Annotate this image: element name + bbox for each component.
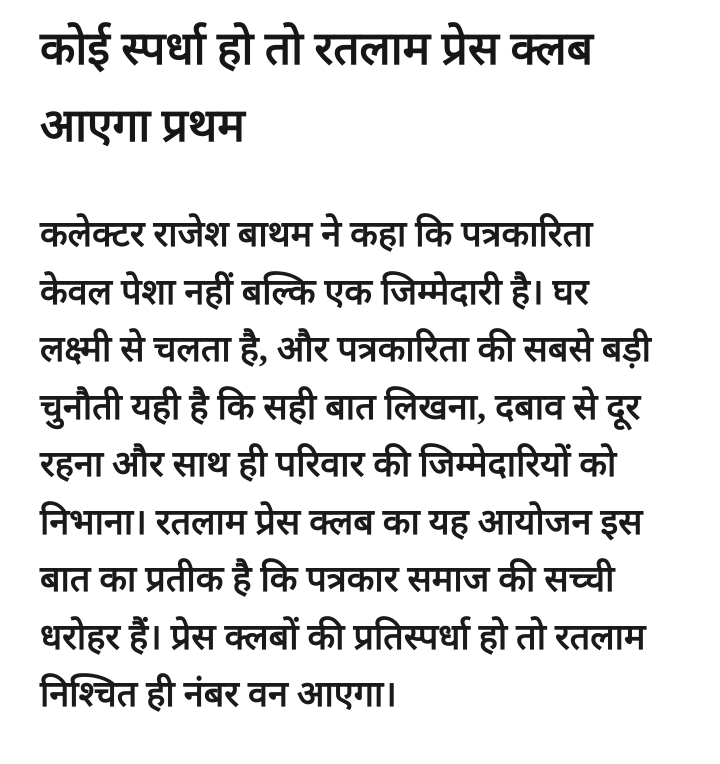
body-line-5: रहना और साथ ही परिवार की जिम्मेदारियों को (40, 444, 617, 484)
body-line-1: कलेक्टर राजेश बाथम ने कहा कि पत्रकारिता (40, 214, 593, 254)
body-line-3: लक्ष्मी से चलता है, और पत्रकारिता की सबसे बड़ी (40, 329, 651, 369)
body-line-6: निभाना। रतलाम प्रेस क्लब का यह आयोजन इस (40, 501, 643, 542)
body-line-2: केवल पेशा नहीं बल्कि एक जिम्मेदारी है। घर (40, 271, 589, 312)
article-headline (0, 0, 720, 164)
body-line-9: निश्चित ही नंबर वन आएगा। (40, 674, 397, 714)
body-line-4: चुनौती यही है कि सही बात लिखना, दबाव से दूर (40, 386, 641, 427)
headline-line-1: कोई स्पर्धा हो तो रतलाम प्रेस क्लब (40, 23, 593, 74)
article-body (0, 206, 720, 724)
headline-line-2: आएगा प्रथम (40, 100, 245, 151)
body-line-7: बात का प्रतीक है कि पत्रकार समाज की सच्ची (40, 559, 615, 599)
body-line-8: धरोहर हैं। प्रेस क्लबों की प्रतिस्पर्धा हो तो रतलाम (40, 616, 646, 657)
